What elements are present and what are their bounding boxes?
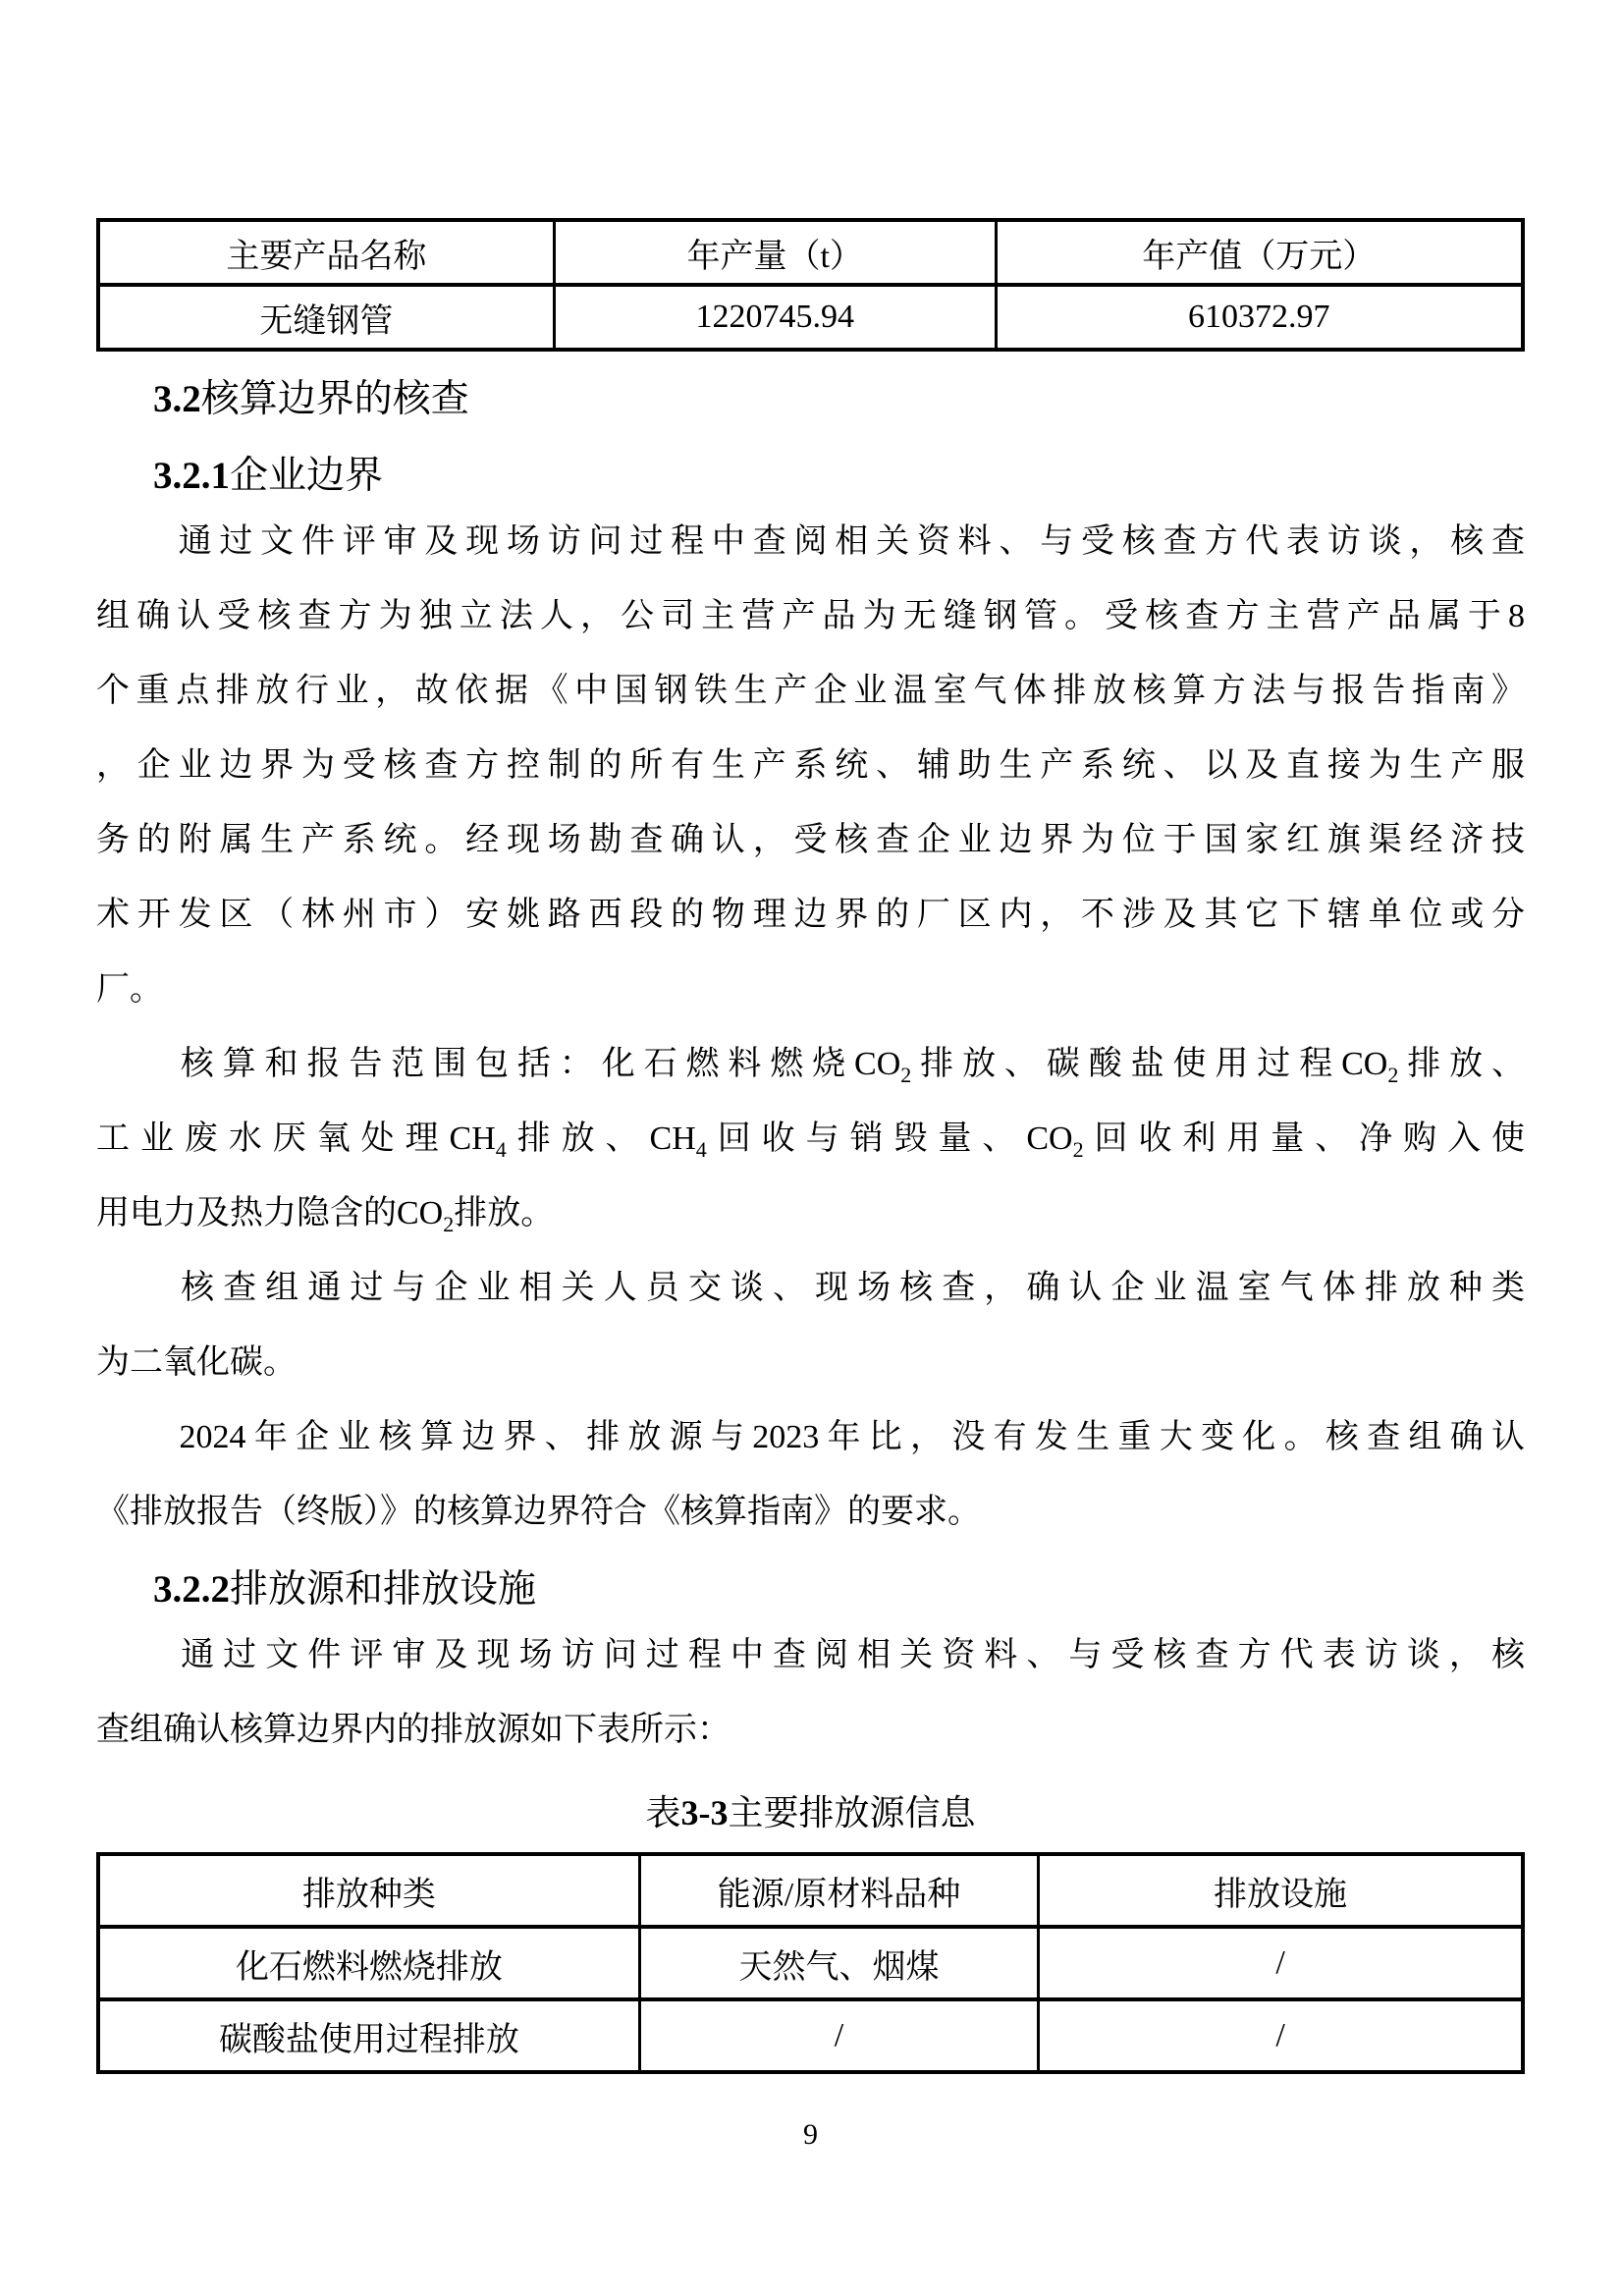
table-cell: 化石燃料燃烧排放 xyxy=(98,1927,639,1999)
paragraph-line: 2024年企业核算边界、排放源与2023年比，没有发生重大变化。核查组确认 xyxy=(96,1419,1525,1455)
table-3-3-caption xyxy=(96,1783,1525,1842)
paragraph-line: 工业废水厌氧处理$CH_4$排放、$CH_4$回收与销毁量、$CO_2$回收利用量、净购入使 xyxy=(96,1121,1526,1162)
section-title: 企业边界 xyxy=(230,455,384,497)
table-cell: 无缝钢管 xyxy=(98,285,554,350)
caption-number: 3-3 xyxy=(680,1793,729,1832)
section-heading-3-2-2 xyxy=(96,1561,1525,1618)
table-header-cell: 年产量（t） xyxy=(554,220,996,285)
table-row xyxy=(98,1999,1523,2072)
section-number: 3.2 xyxy=(153,378,201,420)
paragraph-line: ，企业边界为受核查方控制的所有生产系统、辅助生产系统、以及直接为生产服 xyxy=(96,747,1525,784)
product-table-header-row xyxy=(98,220,1523,285)
paragraph-line: 通过文件评审及现场访问过程中查阅相关资料、与受核查方代表访谈，核 xyxy=(96,1637,1525,1673)
table-cell: / xyxy=(1039,1999,1523,2072)
table-header-cell: 主要产品名称 xyxy=(98,220,554,285)
paragraph-line: 务的附属生产系统。经现场勘查确认，受核查企业边界为位于国家红旗渠经济技 xyxy=(96,822,1525,858)
section-heading-3-2 xyxy=(96,371,1525,428)
emission-table-body xyxy=(98,1927,1523,2072)
paragraph-line: 为二氧化碳。 xyxy=(96,1344,297,1381)
product-table xyxy=(96,218,1525,352)
table-cell: 610372.97 xyxy=(996,285,1523,350)
table-row xyxy=(98,1927,1523,1999)
emission-table-header-row xyxy=(98,1854,1523,1927)
section-number: 3.2.2 xyxy=(153,1568,230,1611)
section-title: 核算边界的核查 xyxy=(200,378,469,420)
section-number: 3.2.1 xyxy=(153,455,230,497)
paragraph-line: 《排放报告（终版）》的核算边界符合《核算指南》的要求。 xyxy=(96,1494,981,1530)
paragraph-boundary-change xyxy=(96,1400,1525,1550)
paragraph-line: 核算和报告范围包括：化石燃料燃烧$CO_2$排放、碳酸盐使用过程$CO_2$排放、 xyxy=(96,1046,1526,1087)
paragraph-line: 术开发区（林州市）安姚路西段的物理边界的厂区内，不涉及其它下辖单位或分 xyxy=(96,897,1525,933)
paragraph-ghg-type xyxy=(96,1251,1525,1400)
paragraph-line: 查组确认核算边界内的排放源如下表所示： xyxy=(96,1712,730,1748)
product-table-body xyxy=(98,285,1523,350)
paragraph-line: 组确认受核查方为独立法人，公司主营产品为无缝钢管。受核查方主营产品属于8 xyxy=(96,598,1525,634)
table-header-cell: 排放设施 xyxy=(1039,1854,1523,1927)
caption-title: 主要排放源信息 xyxy=(728,1793,976,1832)
caption-prefix: 表 xyxy=(645,1793,681,1832)
page-number: 9 xyxy=(803,2118,818,2151)
section-heading-3-2-1 xyxy=(96,448,1525,505)
table-header-cell: 排放种类 xyxy=(98,1854,639,1927)
paragraph-line: 厂。 xyxy=(96,971,163,1008)
paragraph-emission-sources xyxy=(96,1618,1525,1768)
table-cell: 1220745.94 xyxy=(554,285,996,350)
table-cell: / xyxy=(1039,1927,1523,1999)
section-title: 排放源和排放设施 xyxy=(230,1568,537,1611)
paragraph-line: 用电力及热力隐含的$CO_2$排放。 xyxy=(96,1195,555,1236)
table-row xyxy=(98,285,1523,350)
table-header-cell: 年产值（万元） xyxy=(996,220,1523,285)
paragraph-line: 个重点排放行业，故依据《中国钢铁生产企业温室气体排放核算方法与报告指南》 xyxy=(96,673,1525,709)
emission-source-table xyxy=(96,1852,1525,2074)
paragraph-enterprise-boundary xyxy=(96,505,1525,1027)
table-cell: 碳酸盐使用过程排放 xyxy=(98,1999,639,2072)
table-cell: / xyxy=(639,1999,1038,2072)
paragraph-line: 核查组通过与企业相关人员交谈、现场核查，确认企业温室气体排放种类 xyxy=(96,1270,1525,1306)
table-cell: 天然气、烟煤 xyxy=(639,1927,1038,1999)
table-header-cell: 能源/原材料品种 xyxy=(639,1854,1038,1927)
paragraph-line: 通过文件评审及现场访问过程中查阅相关资料、与受核查方代表访谈，核查 xyxy=(96,523,1525,560)
paragraph-accounting-scope xyxy=(96,1027,1525,1251)
